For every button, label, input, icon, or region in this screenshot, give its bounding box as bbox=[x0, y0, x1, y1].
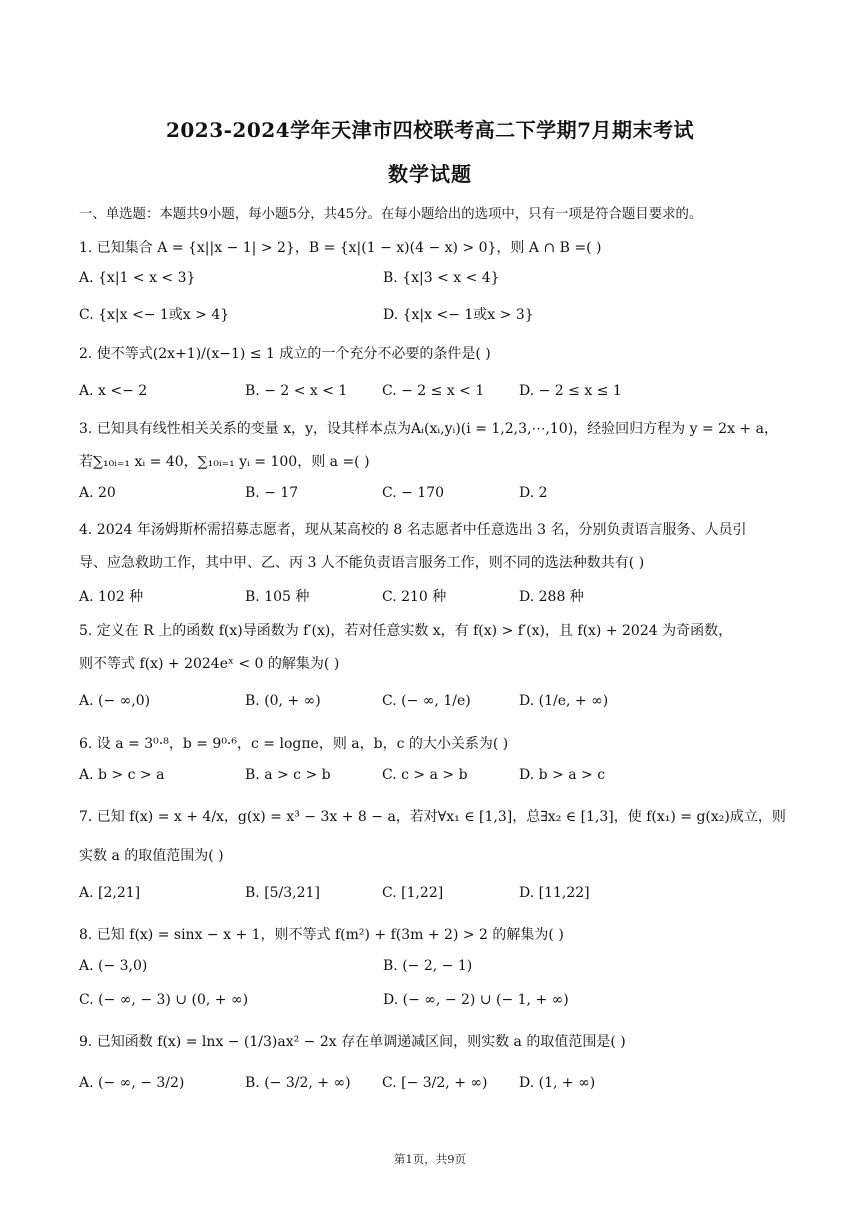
question-2-option-c: C. − 2 ≤ x < 1 bbox=[382, 383, 485, 399]
question-8-option-b: B. (− 2, − 1) bbox=[383, 958, 473, 974]
question-7-option-d: D. [11,22] bbox=[519, 885, 590, 901]
question-7-stem-line-1: 7. 已知 f(x) = x + 4/x，g(x) = x³ − 3x + 8 − a，若对∀x₁ ∈ [1,3]，总∃x₂ ∈ [1,3]，使 f(x₁) = g(x₂)成立，则 bbox=[79, 809, 786, 825]
question-6-option-a: A. b > c > a bbox=[79, 767, 165, 783]
question-7-option-b: B. [5/3,21] bbox=[245, 885, 320, 901]
question-3-option-a: A. 20 bbox=[79, 485, 116, 501]
question-2-option-a: A. x <− 2 bbox=[79, 383, 148, 399]
question-3-option-b: B. − 17 bbox=[245, 485, 299, 501]
exam-title: 2023-2024学年天津市四校联考高二下学期7月期末考试 bbox=[165, 118, 695, 142]
question-8-stem: 8. 已知 f(x) = sinx − x + 1，则不等式 f(m²) + f(3m + 2) > 2 的解集为( ) bbox=[79, 927, 564, 943]
question-6-option-b: B. a > c > b bbox=[245, 767, 331, 783]
question-7-stem-line-2: 实数 a 的取值范围为( ) bbox=[79, 848, 224, 864]
question-9-stem: 9. 已知函数 f(x) = lnx − (1/3)ax² − 2x 存在单调递减区间，则实数 a 的取值范围是( ) bbox=[79, 1034, 626, 1050]
question-3-option-c: C. − 170 bbox=[382, 485, 445, 501]
question-2-option-b: B. − 2 < x < 1 bbox=[245, 383, 348, 399]
question-2-option-d: D. − 2 ≤ x ≤ 1 bbox=[519, 383, 622, 399]
question-9-option-b: B. (− 3/2, + ∞) bbox=[245, 1075, 351, 1091]
question-4-option-a: A. 102 种 bbox=[79, 589, 144, 605]
question-1-option-b: B. {x|3 < x < 4} bbox=[383, 270, 500, 286]
question-5-option-c: C. (− ∞, 1/e) bbox=[382, 693, 471, 709]
question-5-option-b: B. (0, + ∞) bbox=[245, 693, 321, 709]
question-4-option-c: C. 210 种 bbox=[382, 589, 447, 605]
question-6-option-d: D. b > a > c bbox=[519, 767, 606, 783]
question-5-option-d: D. (1/e, + ∞) bbox=[519, 693, 609, 709]
question-4-stem-line-1: 4. 2024 年汤姆斯杯需招募志愿者，现从某高校的 8 名志愿者中任意选出 3 名，分别负责语言服务、人员引 bbox=[79, 522, 747, 538]
question-9-option-a: A. (− ∞, − 3/2) bbox=[79, 1075, 185, 1091]
question-8-option-d: D. (− ∞, − 2) ∪ (− 1, + ∞) bbox=[383, 992, 569, 1008]
question-6-option-c: C. c > a > b bbox=[382, 767, 468, 783]
question-9-option-d: D. (1, + ∞) bbox=[519, 1075, 596, 1091]
question-3-stem-line-1: 3. 已知具有线性相关关系的变量 x，y，设其样本点为Aᵢ(xᵢ,yᵢ)(i = 1,2,3,⋯,10)，经验回归方程为 y = 2x + a， bbox=[79, 421, 778, 437]
page-footer: 第1页，共9页 bbox=[393, 1152, 467, 1166]
question-4-option-b: B. 105 种 bbox=[245, 589, 310, 605]
question-1-option-a: A. {x|1 < x < 3} bbox=[79, 270, 196, 286]
question-7-option-a: A. [2,21] bbox=[79, 885, 141, 901]
question-5-stem-line-2: 则不等式 f(x) + 2024eˣ < 0 的解集为( ) bbox=[79, 656, 340, 672]
question-4-option-d: D. 288 种 bbox=[519, 589, 584, 605]
question-8-option-c: C. (− ∞, − 3) ∪ (0, + ∞) bbox=[79, 992, 249, 1008]
question-8-option-a: A. (− 3,0) bbox=[79, 958, 148, 974]
exam-subtitle: 数学试题 bbox=[388, 162, 472, 186]
question-2-stem: 2. 使不等式(2x+1)/(x−1) ≤ 1 成立的一个充分不必要的条件是( ) bbox=[79, 346, 491, 362]
question-1-option-c: C. {x|x <− 1或x > 4} bbox=[79, 307, 230, 323]
question-1-stem: 1. 已知集合 A = {x||x − 1| > 2}，B = {x|(1 − x)(4 − x) > 0}，则 A ∩ B =( ) bbox=[79, 240, 602, 256]
question-1-option-d: D. {x|x <− 1或x > 3} bbox=[383, 307, 534, 323]
question-5-option-a: A. (− ∞,0) bbox=[79, 693, 151, 709]
section-heading: 一、单选题：本题共9小题，每小题5分，共45分。在每小题给出的选项中，只有一项是符合题目要求的。 bbox=[79, 207, 703, 222]
question-9-option-c: C. [− 3/2, + ∞) bbox=[382, 1075, 488, 1091]
question-3-stem-line-2: 若∑₁₀ᵢ₌₁ xᵢ = 40，∑₁₀ᵢ₌₁ yᵢ = 100，则 a =( ) bbox=[79, 454, 370, 470]
question-4-stem-line-2: 导、应急救助工作，其中甲、乙、丙 3 人不能负责语言服务工作，则不同的选法种数共有( ) bbox=[79, 555, 645, 571]
question-7-option-c: C. [1,22] bbox=[382, 885, 444, 901]
question-5-stem-line-1: 5. 定义在 R 上的函数 f(x)导函数为 f′(x)，若对任意实数 x，有 f(x) > f′(x)，且 f(x) + 2024 为奇函数， bbox=[79, 623, 733, 639]
question-3-option-d: D. 2 bbox=[519, 485, 548, 501]
question-6-stem: 6. 设 a = 3⁰·⁸，b = 9⁰·⁶，c = logπe，则 a，b，c 的大小关系为( ) bbox=[79, 736, 509, 752]
